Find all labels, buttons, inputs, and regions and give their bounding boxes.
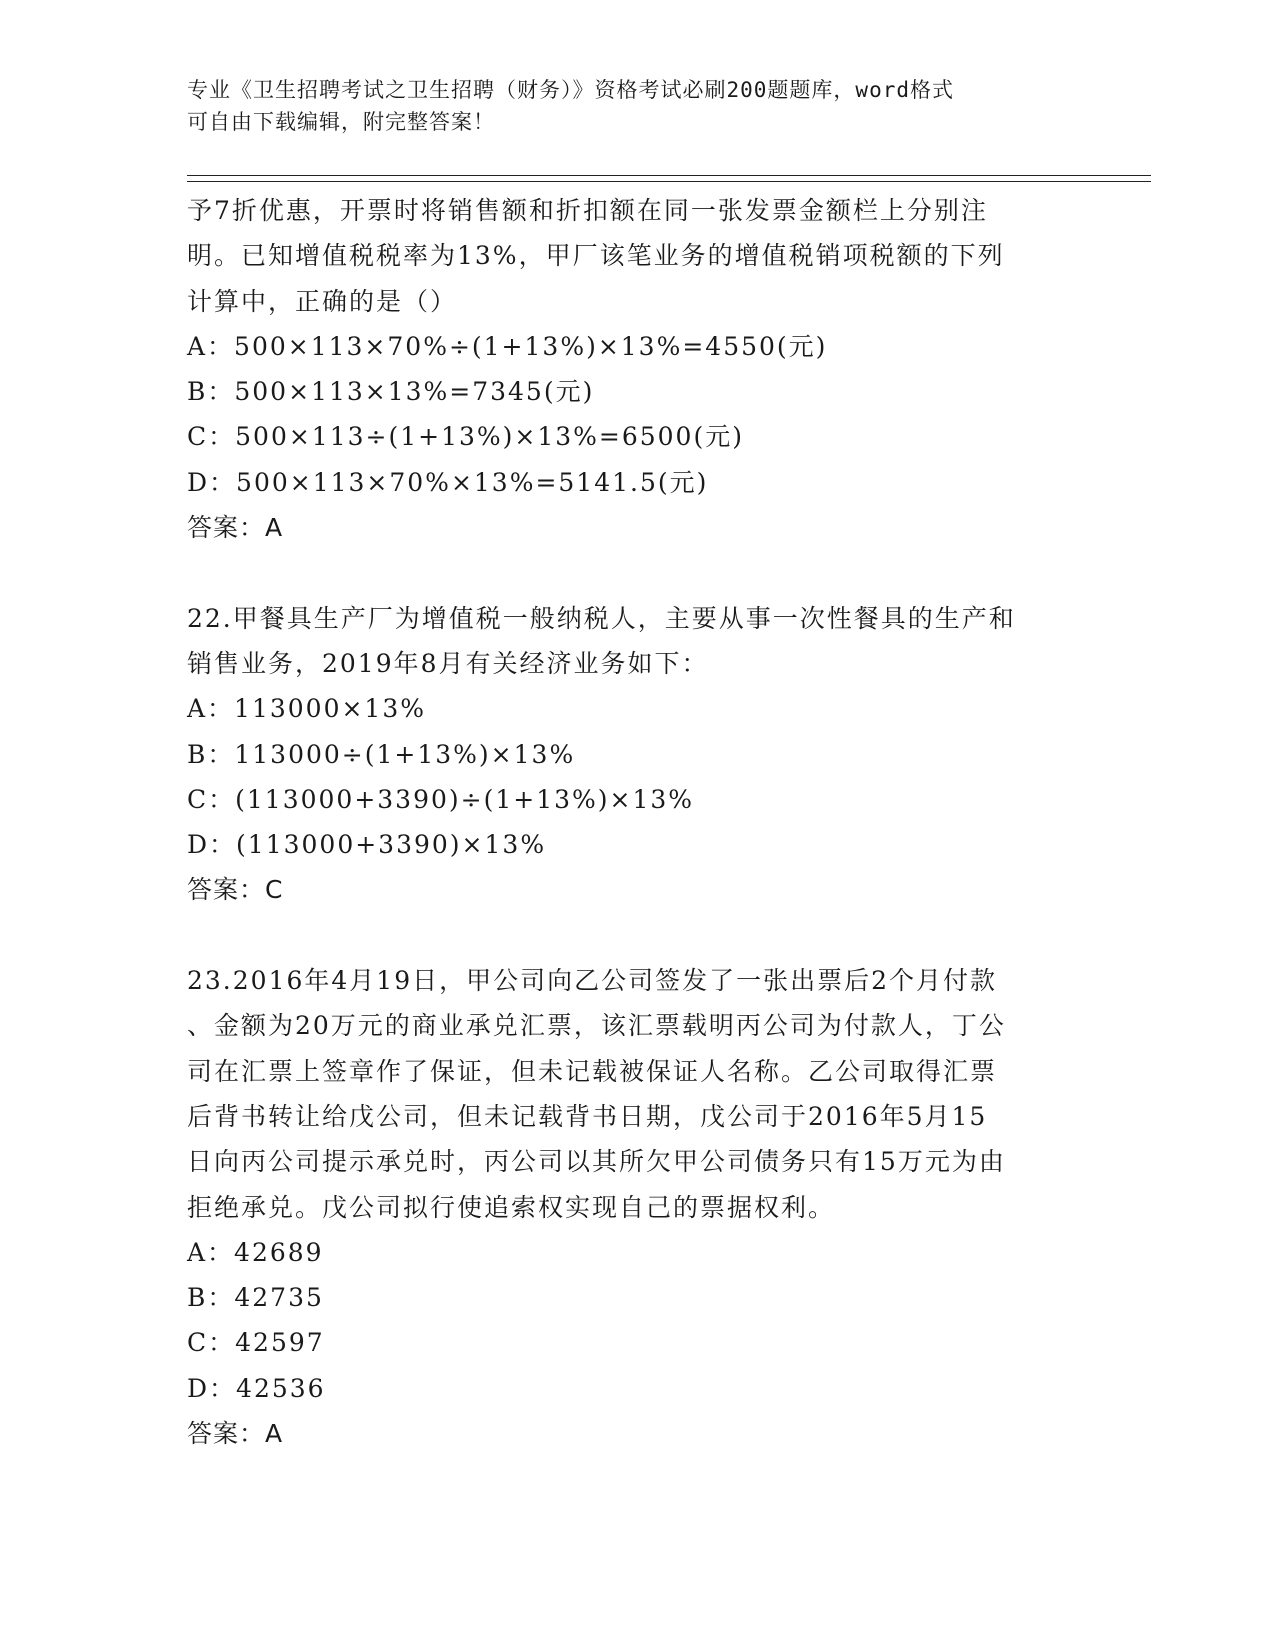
- question-23: [187, 958, 1087, 1456]
- question-text-line: 销售业务，2019年8月有关经济业务如下：: [187, 648, 709, 678]
- option-a: A：42689: [187, 1237, 324, 1267]
- option-d: D：500×113×70%×13%=5141.5(元): [187, 467, 709, 497]
- option-b: B：113000÷(1+13%)×13%: [187, 739, 576, 769]
- spacer: [187, 913, 1087, 958]
- answer: 答案：A: [187, 1419, 284, 1449]
- question-text-line: 司在汇票上签章作了保证，但未记载被保证人名称。乙公司取得汇票: [187, 1056, 998, 1086]
- question-21: [187, 188, 1087, 550]
- header-divider-bottom: [187, 181, 1151, 182]
- header-line-2: 可自由下载编辑，附完整答案！: [187, 110, 495, 134]
- question-text-line: 22.甲餐具生产厂为增值税一般纳税人，主要从事一次性餐具的生产和: [187, 603, 1016, 633]
- question-text-line: 明。已知增值税税率为13%，甲厂该笔业务的增值税销项税额的下列: [187, 241, 1005, 271]
- option-b: B：42735: [187, 1283, 324, 1313]
- header-line-1: 专业《卫生招聘考试之卫生招聘（财务）》资格考试必刷200题题库，word格式: [187, 78, 954, 102]
- option-b: B：500×113×13%=7345(元): [187, 377, 595, 407]
- spacer: [187, 550, 1087, 595]
- option-c: C：42597: [187, 1328, 325, 1358]
- option-d: D：42536: [187, 1373, 326, 1403]
- option-a: A：113000×13%: [187, 694, 427, 724]
- header-divider-top: [187, 175, 1151, 176]
- question-text-line: 23.2016年4月19日，甲公司向乙公司签发了一张出票后2个月付款: [187, 966, 998, 996]
- question-22: [187, 596, 1087, 913]
- question-text-line: 日向丙公司提示承兑时，丙公司以其所欠甲公司债务只有15万元为由: [187, 1147, 1006, 1177]
- document-body: [187, 188, 1087, 1456]
- question-text-line: 计算中，正确的是（）: [187, 286, 458, 316]
- document-header: [187, 74, 1087, 138]
- option-a: A：500×113×70%÷(1+13%)×13%=4550(元): [187, 331, 828, 361]
- question-text-line: 拒绝承兑。戊公司拟行使追索权实现自己的票据权利。: [187, 1192, 836, 1222]
- option-d: D：(113000+3390)×13%: [187, 830, 547, 860]
- option-c: C：(113000+3390)÷(1+13%)×13%: [187, 784, 695, 814]
- answer: 答案：A: [187, 513, 284, 543]
- question-text-line: 后背书转让给戊公司，但未记载背书日期，戊公司于2016年5月15: [187, 1101, 988, 1131]
- answer: 答案：C: [187, 875, 284, 905]
- option-c: C：500×113÷(1+13%)×13%=6500(元): [187, 422, 744, 452]
- question-text-line: 予7折优惠，开票时将销售额和折扣额在同一张发票金额栏上分别注: [187, 196, 988, 225]
- question-text-line: 、金额为20万元的商业承兑汇票，该汇票载明丙公司为付款人，丁公: [187, 1011, 1006, 1041]
